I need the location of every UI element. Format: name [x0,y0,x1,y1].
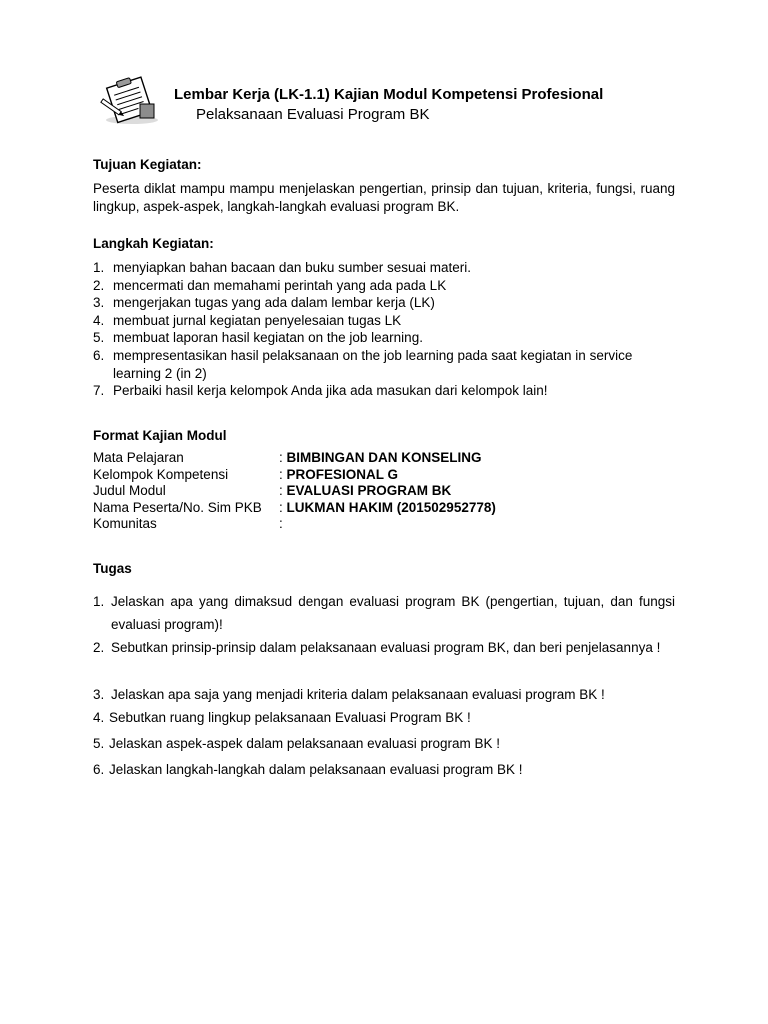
format-value [287,516,496,533]
list-item: 2. mencermati dan memahami perintah yang ada pada LK [93,277,447,293]
list-item: 6. Jelaskan langkah-langkah dalam pelaksanaan evaluasi program BK ! [93,762,523,777]
page-title: Lembar Kerja (LK-1.1) Kajian Modul Kompetensi Profesional [174,86,604,103]
format-value: PROFESIONAL G [286,466,399,482]
langkah-heading: Langkah Kegiatan: [93,236,214,251]
format-label: Kelompok Kompetensi [93,466,229,482]
list-item: 5. membuat laporan hasil kegiatan on the job learning. [93,330,423,346]
list-item: 6. mempresentasikan hasil pelaksanaan on the job learning pada saat kegiatan in service learning 2 (in 2) [93,347,633,381]
tujuan-text: Peserta diklat mampu mampu menjelaskan pengertian, prinsip dan tujuan, kriteria, fungsi, ruang lingkup, aspek-aspek, langkah-langkah evaluasi program BK. [93,181,675,214]
tugas-heading: Tugas [93,561,132,576]
format-heading: Format Kajian Modul [93,428,227,443]
tujuan-heading: Tujuan Kegiatan: [93,157,202,172]
format-label: Komunitas [93,516,157,531]
format-value: LUKMAN HAKIM (201502952778) [286,499,496,515]
format-table [93,450,496,533]
list-item: 3. Jelaskan apa saja yang menjadi kriteria dalam pelaksanaan evaluasi program BK ! [93,687,605,702]
format-separator: : [279,466,283,482]
clipboard-with-pen-icon [96,76,162,128]
list-item: 4. membuat jurnal kegiatan penyelesaian tugas LK [93,312,402,328]
format-value: BIMBINGAN DAN KONSELING [286,450,482,465]
list-item: 1. Jelaskan apa yang dimaksud dengan evaluasi program BK (pengertian, tujuan, dan fungsi evaluasi program)! [93,594,675,632]
format-separator: : [279,499,283,515]
list-item: 1. menyiapkan bahan bacaan dan buku sumber sesuai materi. [93,260,471,275]
format-label: Nama Peserta/No. Sim PKB [93,499,262,515]
format-separator: : [279,483,283,498]
list-item: 3. mengerjakan tugas yang ada dalam lembar kerja (LK) [93,295,435,311]
table-row [93,450,496,467]
langkah-list [93,259,675,400]
table-row [93,467,496,484]
list-item: 7. Perbaiki hasil kerja kelompok Anda jika ada masukan dari kelompok lain! [93,383,548,399]
table-row [93,516,496,533]
table-row [93,500,496,517]
format-separator: : [279,450,283,465]
table-row [93,483,496,500]
list-item: 5. Jelaskan aspek-aspek dalam pelaksanaan evaluasi program BK ! [93,736,500,751]
format-value: EVALUASI PROGRAM BK [286,483,452,498]
format-separator: : [279,516,283,531]
format-label: Judul Modul [93,483,166,498]
list-item: 2. Sebutkan prinsip-prinsip dalam pelaksanaan evaluasi program BK, dan beri penjelasannya ! [93,640,661,655]
page-subtitle: Pelaksanaan Evaluasi Program BK [196,106,430,123]
list-item: 4. Sebutkan ruang lingkup pelaksanaan Evaluasi Program BK ! [93,710,471,725]
format-label: Mata Pelajaran [93,450,184,465]
